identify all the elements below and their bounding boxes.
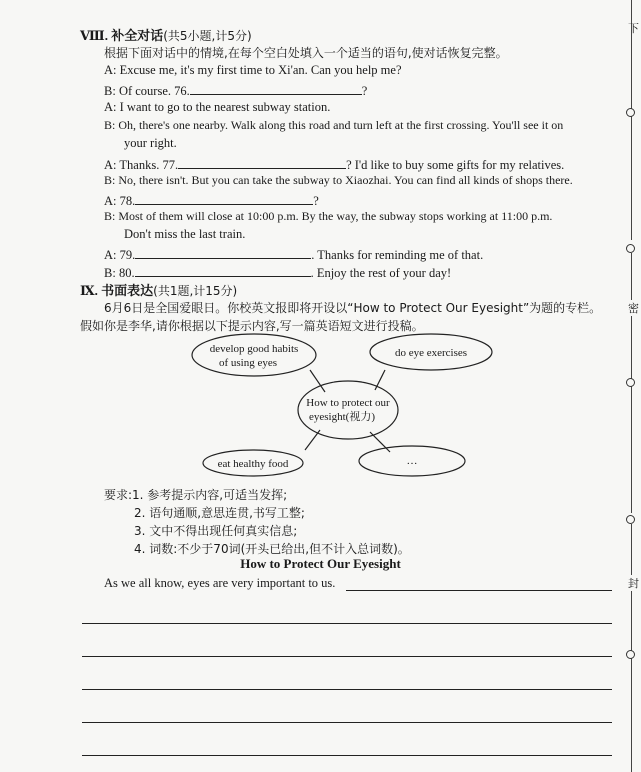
connector-line xyxy=(310,370,325,392)
dialogue-text: Thanks. 77. xyxy=(119,158,179,172)
speaker: B: xyxy=(104,266,116,280)
dialogue-line xyxy=(104,263,451,281)
speaker: A: xyxy=(104,100,117,114)
dialogue-text: 80. xyxy=(118,266,135,280)
dialogue-line xyxy=(104,155,564,173)
margin-hole xyxy=(626,515,635,524)
dialogue-line xyxy=(104,100,330,115)
writing-line[interactable] xyxy=(346,590,612,591)
speaker: B: xyxy=(104,118,116,132)
dialogue-text: Of course. 76. xyxy=(118,84,190,98)
speaker: A: xyxy=(104,158,117,172)
requirement-line: 4. 词数:不少于70词(开头已给出,但不计入总词数)。 xyxy=(134,542,410,556)
dialogue-line xyxy=(104,245,483,263)
dialogue-line xyxy=(104,173,573,188)
node-habits-ellipse xyxy=(192,334,316,376)
answer-blank-78[interactable] xyxy=(135,191,313,205)
dialogue-line-cont: your right. xyxy=(124,136,177,150)
dialogue-text: Oh, there's one nearby. Walk along this road and turn left at the first crossing. You'll see it on xyxy=(118,118,564,132)
section-9-title: Ⅸ. 书面表达 xyxy=(80,283,154,298)
speaker: B: xyxy=(104,84,116,98)
margin-bar xyxy=(631,524,632,772)
margin-hole xyxy=(626,244,635,253)
dialogue-text: ? I'd like to buy some gifts for my relatives. xyxy=(346,158,565,172)
speaker: B: xyxy=(104,209,116,223)
speaker: A: xyxy=(104,63,117,77)
binding-margin xyxy=(619,0,641,772)
essay-start: As we all know, eyes are very important to us. xyxy=(104,576,336,590)
dialogue-line xyxy=(104,63,402,78)
requirement-line: 3. 文中不得出现任何真实信息; xyxy=(134,524,298,538)
mind-map-diagram xyxy=(190,330,510,480)
requirement-line: 2. 语句通顺,意思连贯,书写工整; xyxy=(134,506,305,520)
margin-char: 下 xyxy=(628,22,639,35)
connector-line xyxy=(375,370,385,390)
essay-title: How to Protect Our Eyesight xyxy=(240,556,401,571)
section-9-intro-1: 6月6日是全国爱眼日。你校英文报即将开设以“How to Protect Our Eyesight”为题的专栏。 xyxy=(104,301,602,315)
dialogue-text: No, there isn't. But you can take the subway to Xiaozhai. You can find all kinds of shops there. xyxy=(118,173,573,187)
node-food-label: eat healthy food xyxy=(217,458,289,470)
margin-hole xyxy=(626,378,635,387)
section-8-header xyxy=(80,25,252,44)
writing-line[interactable] xyxy=(82,689,612,690)
requirement-line xyxy=(104,486,287,503)
section-8-note: (共5小题,计5分) xyxy=(163,29,252,43)
dialogue-text: . Thanks for reminding me of that. xyxy=(311,248,484,262)
section-9-header xyxy=(80,280,237,299)
dialogue-text: 79. xyxy=(119,248,136,262)
node-habits-label-1: develop good habits xyxy=(209,343,299,355)
section-9-intro-2: 假如你是李华,请你根据以下提示内容,写一篇英语短文进行投稿。 xyxy=(80,319,424,333)
dialogue-text: . Enjoy the rest of your day! xyxy=(310,266,452,280)
margin-bar xyxy=(631,0,632,240)
node-exercises-label: do eye exercises xyxy=(394,347,468,359)
dialogue-line xyxy=(104,191,319,209)
dialogue-text: ? xyxy=(313,194,319,208)
dialogue-text: I want to go to the nearest subway station. xyxy=(119,100,331,114)
section-8-title: Ⅷ. 补全对话 xyxy=(80,28,164,43)
node-more-label: … xyxy=(406,455,418,467)
center-label-1: How to protect our xyxy=(306,397,390,409)
section-9-note: (共1题,计15分) xyxy=(153,284,238,298)
margin-char: 封 xyxy=(628,577,639,590)
dialogue-line xyxy=(104,118,563,133)
writing-line[interactable] xyxy=(82,623,612,624)
margin-char: 密 xyxy=(628,302,639,315)
center-ellipse xyxy=(298,381,398,439)
speaker: A: xyxy=(104,248,117,262)
dialogue-text: Most of them will close at 10:00 p.m. By the way, the subway stops working at 11:00 p.m. xyxy=(118,209,553,223)
requirements-label: 要求: xyxy=(104,488,133,502)
dialogue-line xyxy=(104,81,367,99)
dialogue-line-cont: Don't miss the last train. xyxy=(124,227,246,241)
speaker: A: xyxy=(104,194,117,208)
writing-line[interactable] xyxy=(82,722,612,723)
margin-hole xyxy=(626,650,635,659)
margin-hole xyxy=(626,108,635,117)
answer-blank-80[interactable] xyxy=(135,263,311,277)
dialogue-text: ? xyxy=(361,84,368,98)
requirement-text: 1. 参考提示内容,可适当发挥; xyxy=(132,488,288,502)
node-habits-label-2: of using eyes xyxy=(218,357,278,369)
section-8-instruction: 根据下面对话中的情境,在每个空白处填入一个适当的语句,使对话恢复完整。 xyxy=(104,46,508,60)
writing-line[interactable] xyxy=(82,656,612,657)
dialogue-line xyxy=(104,209,552,224)
dialogue-text: Excuse me, it's my first time to Xi'an. Can you help me? xyxy=(119,63,402,77)
answer-blank-79[interactable] xyxy=(135,245,311,259)
writing-line[interactable] xyxy=(82,755,612,756)
dialogue-text: 78. xyxy=(119,194,136,208)
answer-blank-77[interactable] xyxy=(178,155,346,169)
answer-blank-76[interactable] xyxy=(190,81,362,95)
speaker: B: xyxy=(104,173,116,187)
center-label-2: eyesight(视力) xyxy=(309,411,375,423)
